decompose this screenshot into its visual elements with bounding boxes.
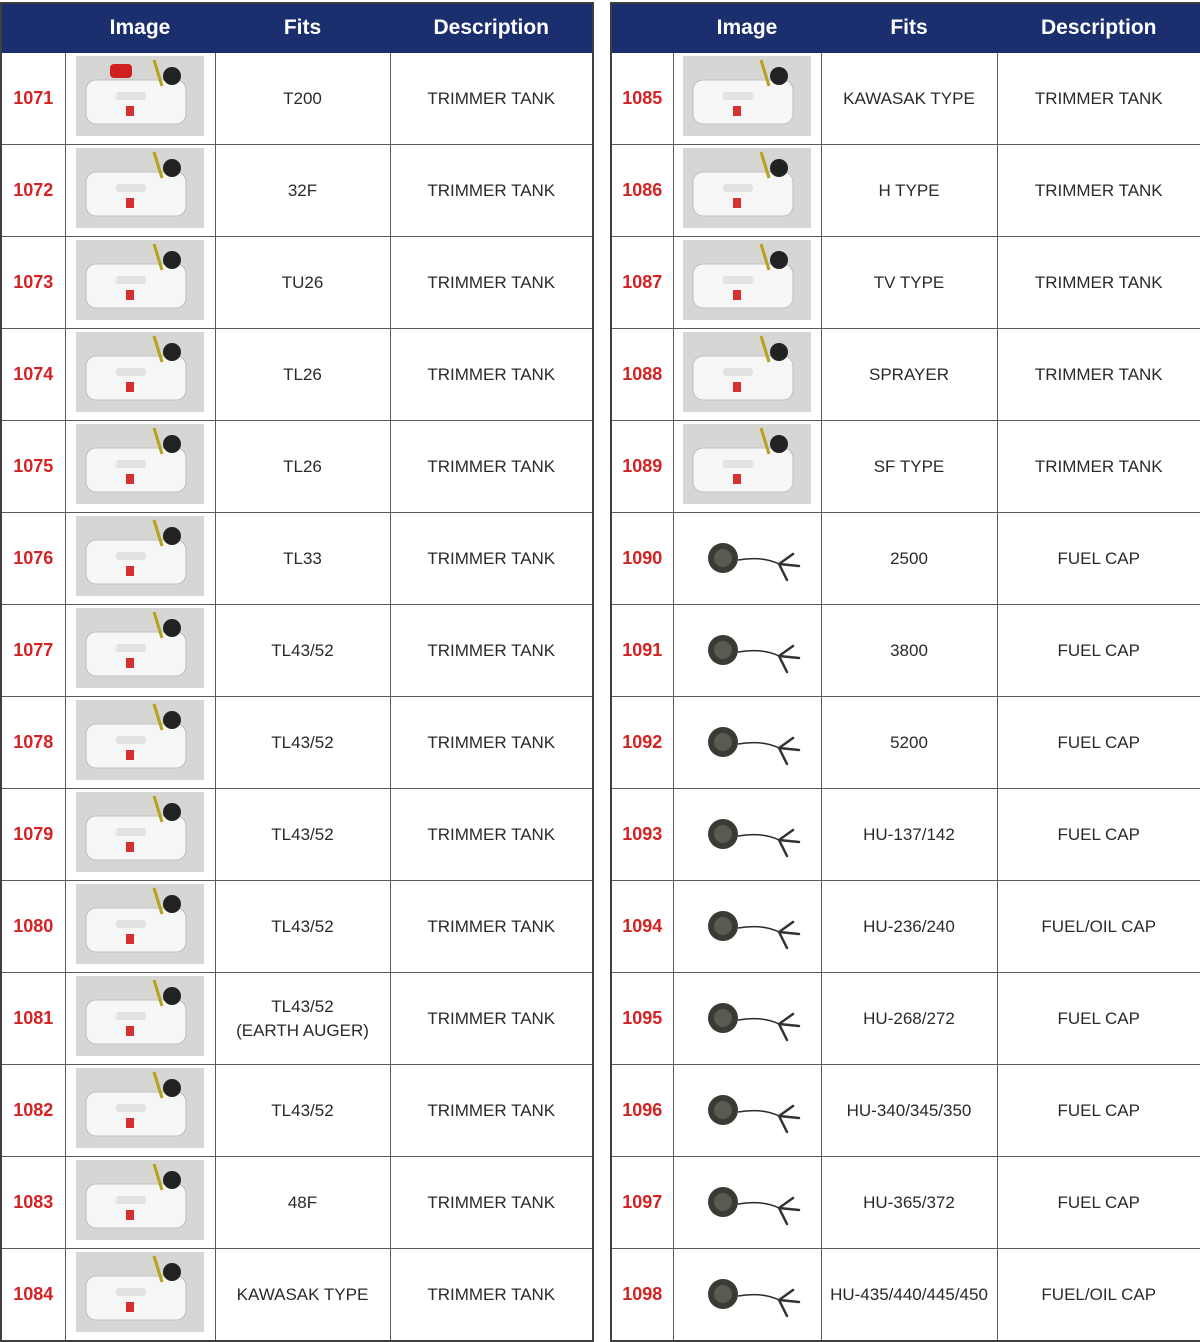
part-image-cell — [65, 421, 215, 513]
part-code: 1071 — [1, 53, 65, 145]
part-image-cell — [673, 145, 821, 237]
tank-photo-icon — [76, 1160, 204, 1245]
description-cell: FUEL CAP — [997, 513, 1200, 605]
part-code: 1092 — [611, 697, 673, 789]
fits-text: 5200 — [890, 732, 928, 752]
table-row — [611, 605, 1200, 697]
table-row — [611, 1065, 1200, 1157]
table-row — [1, 53, 593, 145]
part-code: 1091 — [611, 605, 673, 697]
fits-cell — [821, 605, 997, 697]
tank-photo-icon — [683, 240, 811, 325]
fuel-cap-icon — [683, 792, 811, 877]
fits-header: Fits — [215, 3, 390, 53]
fits-cell — [821, 881, 997, 973]
fits-text: TL43/52 — [271, 1100, 334, 1120]
fits-cell — [821, 513, 997, 605]
part-code: 1095 — [611, 973, 673, 1065]
fits-cell — [215, 145, 390, 237]
part-code: 1079 — [1, 789, 65, 881]
description-cell: FUEL/OIL CAP — [997, 1249, 1200, 1342]
fits-cell — [821, 145, 997, 237]
fits-text: HU-340/345/350 — [846, 1100, 972, 1120]
fits-text: 2500 — [890, 548, 928, 568]
fits-text: TL43/52 — [271, 824, 334, 844]
description-cell: TRIMMER TANK — [390, 1157, 593, 1249]
image-header: Image — [673, 3, 821, 53]
fuel-cap-icon — [683, 1252, 811, 1337]
fits-cell — [821, 53, 997, 145]
fits-text: 32F — [287, 180, 318, 200]
part-code: 1096 — [611, 1065, 673, 1157]
fits-cell — [821, 421, 997, 513]
part-image-cell — [65, 513, 215, 605]
fits-cell — [821, 1157, 997, 1249]
part-image-cell — [673, 789, 821, 881]
tank-hoses-icon — [76, 608, 204, 693]
part-image-cell — [65, 329, 215, 421]
tank-photo-icon — [683, 332, 811, 417]
table-row — [611, 697, 1200, 789]
tank-photo-icon — [76, 240, 204, 325]
part-image-cell — [65, 697, 215, 789]
part-code: 1082 — [1, 1065, 65, 1157]
fits-cell — [821, 329, 997, 421]
part-image-cell — [673, 881, 821, 973]
description-cell: TRIMMER TANK — [390, 605, 593, 697]
tank-photo-icon — [683, 424, 811, 509]
fits-text: (EARTH AUGER) — [236, 1020, 369, 1040]
tank-photo-icon — [76, 424, 204, 509]
part-code: 1086 — [611, 145, 673, 237]
description-cell: TRIMMER TANK — [390, 1249, 593, 1342]
fits-text: HU-236/240 — [863, 916, 955, 936]
fits-cell — [215, 513, 390, 605]
part-image-cell — [65, 789, 215, 881]
fits-header: Fits — [821, 3, 997, 53]
part-code: 1084 — [1, 1249, 65, 1342]
fits-cell — [215, 237, 390, 329]
parts-table-right — [610, 2, 1200, 1342]
tank-photo-icon — [76, 884, 204, 969]
part-code: 1073 — [1, 237, 65, 329]
table-row — [1, 789, 593, 881]
fuel-cap-icon — [683, 608, 811, 693]
tank-photo-icon — [76, 700, 204, 785]
part-image-cell — [65, 1249, 215, 1342]
part-code: 1081 — [1, 973, 65, 1065]
code-header — [611, 3, 673, 53]
fits-cell — [215, 1157, 390, 1249]
description-cell: TRIMMER TANK — [390, 973, 593, 1065]
tank-cap-top-icon — [76, 56, 204, 141]
fits-text: HU-365/372 — [863, 1192, 955, 1212]
left-rows — [1, 53, 593, 1342]
part-image-cell — [673, 53, 821, 145]
tank-photo-icon — [683, 56, 811, 141]
tank-photo-icon — [683, 148, 811, 233]
fuel-cap-icon — [683, 976, 811, 1061]
fits-cell — [821, 1249, 997, 1342]
part-code: 1083 — [1, 1157, 65, 1249]
part-image-cell — [65, 1065, 215, 1157]
part-image-cell — [65, 145, 215, 237]
part-image-cell — [673, 697, 821, 789]
part-code: 1090 — [611, 513, 673, 605]
part-code: 1076 — [1, 513, 65, 605]
description-cell: TRIMMER TANK — [997, 237, 1200, 329]
fits-cell — [215, 881, 390, 973]
fits-text: 48F — [287, 1192, 318, 1212]
description-cell: TRIMMER TANK — [997, 53, 1200, 145]
part-image-cell — [673, 605, 821, 697]
part-code: 1085 — [611, 53, 673, 145]
fits-text: HU-268/272 — [863, 1008, 955, 1028]
fits-text: TL43/52 — [271, 732, 334, 752]
fits-cell — [821, 789, 997, 881]
part-code: 1087 — [611, 237, 673, 329]
table-row — [1, 973, 593, 1065]
fits-cell — [821, 973, 997, 1065]
fits-text: TL33 — [283, 548, 322, 568]
part-image-cell — [65, 53, 215, 145]
table-row — [611, 973, 1200, 1065]
fits-text: TV TYPE — [873, 272, 945, 292]
table-row — [611, 513, 1200, 605]
description-cell: TRIMMER TANK — [390, 789, 593, 881]
tank-hoses-icon — [76, 516, 204, 601]
part-code: 1097 — [611, 1157, 673, 1249]
fits-text: TL43/52 — [271, 996, 334, 1016]
fuel-cap-icon — [683, 1068, 811, 1153]
description-cell: FUEL CAP — [997, 973, 1200, 1065]
part-image-cell — [673, 1065, 821, 1157]
description-cell: TRIMMER TANK — [390, 1065, 593, 1157]
fits-text: HU-435/440/445/450 — [830, 1284, 988, 1304]
description-cell: TRIMMER TANK — [390, 145, 593, 237]
description-cell: TRIMMER TANK — [390, 53, 593, 145]
part-image-cell — [673, 973, 821, 1065]
part-image-cell — [673, 1249, 821, 1342]
fuel-cap-icon — [683, 700, 811, 785]
description-cell: FUEL CAP — [997, 1065, 1200, 1157]
fits-text: H TYPE — [878, 180, 940, 200]
part-code: 1088 — [611, 329, 673, 421]
table-row — [1, 697, 593, 789]
table-row — [1, 237, 593, 329]
table-row — [611, 789, 1200, 881]
fits-text: KAWASAK TYPE — [843, 88, 975, 108]
table-row — [611, 329, 1200, 421]
part-code: 1098 — [611, 1249, 673, 1342]
part-image-cell — [673, 237, 821, 329]
description-header: Description — [997, 3, 1200, 53]
table-row — [1, 1157, 593, 1249]
tank-photo-icon — [76, 148, 204, 233]
fuel-cap-icon — [683, 884, 811, 969]
part-code: 1075 — [1, 421, 65, 513]
description-cell: TRIMMER TANK — [390, 881, 593, 973]
table-row — [611, 1157, 1200, 1249]
table-row — [1, 421, 593, 513]
code-header — [1, 3, 65, 53]
part-code: 1080 — [1, 881, 65, 973]
fits-text: TL26 — [283, 456, 322, 476]
table-row — [1, 329, 593, 421]
description-cell: TRIMMER TANK — [390, 513, 593, 605]
tank-photo-icon — [76, 1252, 204, 1337]
part-code: 1093 — [611, 789, 673, 881]
table-row — [1, 513, 593, 605]
right-rows — [611, 53, 1200, 1342]
fits-cell — [821, 697, 997, 789]
fits-cell — [215, 789, 390, 881]
table-row — [611, 1249, 1200, 1342]
part-image-cell — [673, 421, 821, 513]
table-row — [611, 881, 1200, 973]
fits-cell — [215, 1249, 390, 1342]
fits-text: TL26 — [283, 364, 322, 384]
part-image-cell — [65, 881, 215, 973]
header-row — [1, 3, 593, 53]
fits-text: TL43/52 — [271, 916, 334, 936]
description-cell: TRIMMER TANK — [390, 329, 593, 421]
description-cell: FUEL CAP — [997, 1157, 1200, 1249]
fits-text: TU26 — [281, 272, 324, 292]
fits-text: SF TYPE — [873, 456, 945, 476]
part-image-cell — [65, 1157, 215, 1249]
description-cell: TRIMMER TANK — [997, 329, 1200, 421]
part-code: 1074 — [1, 329, 65, 421]
table-row — [1, 605, 593, 697]
part-code: 1089 — [611, 421, 673, 513]
table-row — [1, 881, 593, 973]
part-image-cell — [673, 513, 821, 605]
tank-photo-icon — [76, 1068, 204, 1153]
table-row — [611, 421, 1200, 513]
fits-text: HU-137/142 — [863, 824, 955, 844]
fits-text: TL43/52 — [271, 640, 334, 660]
part-code: 1072 — [1, 145, 65, 237]
description-cell: FUEL CAP — [997, 605, 1200, 697]
part-image-cell — [65, 237, 215, 329]
fits-cell — [215, 421, 390, 513]
part-image-cell — [673, 1157, 821, 1249]
fuel-cap-icon — [683, 516, 811, 601]
tank-photo-icon — [76, 792, 204, 877]
description-cell: TRIMMER TANK — [390, 697, 593, 789]
table-row — [1, 1065, 593, 1157]
part-code: 1078 — [1, 697, 65, 789]
table-row — [1, 1249, 593, 1342]
description-cell: TRIMMER TANK — [390, 421, 593, 513]
description-cell: TRIMMER TANK — [390, 237, 593, 329]
part-code: 1077 — [1, 605, 65, 697]
table-row — [611, 145, 1200, 237]
description-cell: TRIMMER TANK — [997, 145, 1200, 237]
fits-cell — [821, 1065, 997, 1157]
fits-text: 3800 — [890, 640, 928, 660]
fits-text: T200 — [283, 88, 322, 108]
description-cell: TRIMMER TANK — [997, 421, 1200, 513]
part-code: 1094 — [611, 881, 673, 973]
fits-text: KAWASAK TYPE — [236, 1284, 369, 1304]
description-cell: FUEL CAP — [997, 789, 1200, 881]
description-cell: FUEL/OIL CAP — [997, 881, 1200, 973]
table-row — [611, 237, 1200, 329]
fits-text: SPRAYER — [869, 364, 949, 384]
description-cell: FUEL CAP — [997, 697, 1200, 789]
fits-cell — [821, 237, 997, 329]
fits-cell — [215, 1065, 390, 1157]
part-image-cell — [65, 973, 215, 1065]
header-row — [611, 3, 1200, 53]
fits-cell — [215, 973, 390, 1065]
fits-cell — [215, 53, 390, 145]
part-image-cell — [65, 605, 215, 697]
fits-cell — [215, 605, 390, 697]
fits-cell — [215, 329, 390, 421]
tank-photo-icon — [76, 976, 204, 1061]
fuel-cap-icon — [683, 1160, 811, 1245]
parts-table-left — [0, 2, 594, 1342]
part-image-cell — [673, 329, 821, 421]
description-header: Description — [390, 3, 593, 53]
image-header: Image — [65, 3, 215, 53]
tank-hoses-icon — [76, 332, 204, 417]
fits-cell — [215, 697, 390, 789]
table-row — [1, 145, 593, 237]
table-row — [611, 53, 1200, 145]
